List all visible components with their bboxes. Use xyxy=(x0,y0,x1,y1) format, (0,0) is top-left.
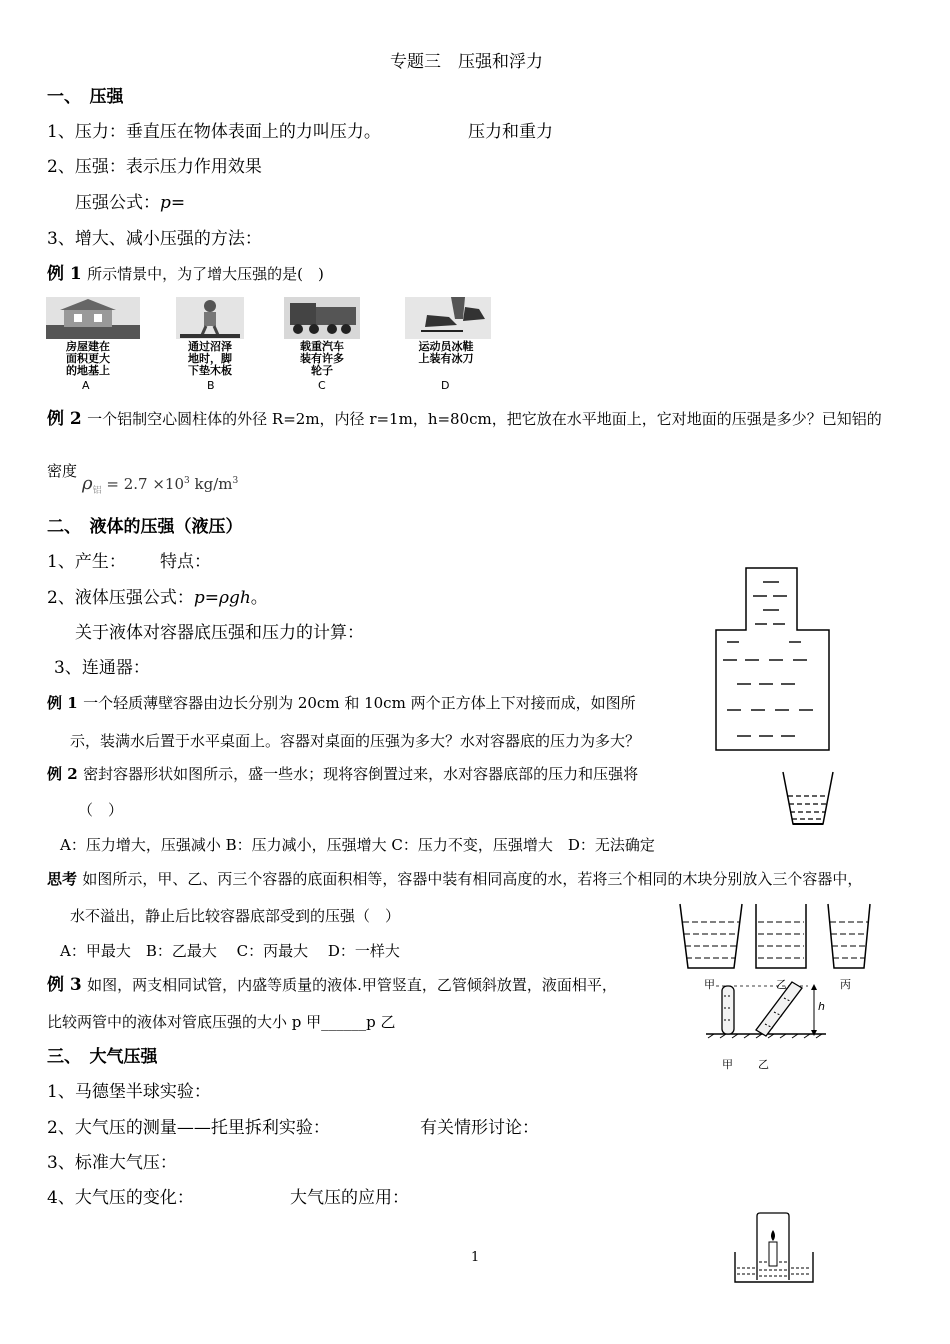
pressure-meaning: 2、压强：表示压力作用效果 xyxy=(47,157,262,177)
s2-example-2-options: A：压力增大，压强减小 B：压力减小，压强增大 C：压力不变，压强增大 D：无法确定 xyxy=(60,836,655,854)
pressure-vs-gravity: 压力和重力 xyxy=(468,122,553,142)
magdeburg-experiment: 1、马德堡半球实验： xyxy=(47,1082,211,1102)
container-bing-label: 丙 xyxy=(840,978,851,991)
liquid-calculation-note: 关于液体对容器底压强和压力的计算： xyxy=(75,623,364,643)
skate-blade-icon xyxy=(405,297,491,339)
option-c-letter: C xyxy=(318,379,326,392)
liquid-pressure-origin: 1、产生： xyxy=(47,552,126,572)
truck-wheels-icon xyxy=(284,297,360,339)
house-foundation-icon xyxy=(46,297,140,339)
sealed-container-figure xyxy=(780,770,836,828)
section-2-heading: 二、 液体的压强（液压） xyxy=(47,517,243,537)
three-containers-figure xyxy=(678,902,878,972)
option-b-letter: B xyxy=(207,379,215,392)
pressure-formula: 压强公式：p= xyxy=(75,193,186,213)
document-page: 专题三 压强和浮力 一、 压强 1、压力：垂直压在物体表面上的力叫压力。 压力和重力 2、压强：表示压力作用效果 压强公式：p= 3、增大、减小压强的方法： 例 1 所示情景中，为了增大压强的是( ) 房屋建在 面积更大 的地基上 A 通过沼泽 地时，脚 下垫木板 B 载重汽车 装有许多 轮子 C 运动员冰鞋 上装有冰刀 D 例 2 一个铝制空心圆柱体的外径 R=2m，内径 r=1m，h=80cm，把它放在水平地面上，它对地面的压强是多少？已知铝的 密度 $\rho_铝 = 2.7 \times 10^3$ $kg/m^3$ 二、 液体的压强（液压） 1、产生： 特点： 2、液体压强公式：p=ρgh。 关于液体对容器底压强和压力的计算： 3、连通器： 例 1 一个轻质薄壁容器由边长分别为 20cm 和 10cm 两个正方体上下对接而成，如图所 示，装满水后置于水平桌面上。容器对桌面的压强为多大？水对容器底的压力为多大？ 例 2 密封容器形状如图所示，盛一些水；现将容倒置过来，水对容器底部的压力和压强将 （ ） A：压力增大，压强减小 B：压力减小，压强增大 C：压力不变，压强增大 D：无法确定 思考 如图所示，甲、乙、丙三个容器的底面积相等，容器中装有相同高度的水，若将三个相同的木块分别放入三个容器中， 水不溢出，静止后比较容器底部受到的压强（ ） A：甲最大 B：乙最大 C：丙最大 D：一样大 例 3 如图，两支相同试管，内盛等质量的液体.甲管竖直，乙管倾斜放置，液面相平， 比较两管中的液体对管底压强的大小 p 甲______p 乙 甲 乙 丙 h 甲 乙 三、 大气压强 1、马德堡半球实验： 2、大气压的测量——托里拆利实验： 有关情形讨论： 3、标准大气压： 4、大气压的变化： 大气压的应用： 1 xyxy=(0,0,950,1344)
option-a-letter: A xyxy=(82,379,90,392)
standard-pressure: 3、标准大气压： xyxy=(47,1153,177,1173)
liquid-pressure-features: 特点： xyxy=(160,552,211,572)
torricelli-experiment: 2、大气压的测量——托里拆利实验： xyxy=(47,1118,330,1138)
density-label: 密度 xyxy=(47,462,78,480)
think-question: 思考 如图所示，甲、乙、丙三个容器的底面积相等，容器中装有相同高度的水，若将三个相同的木块分别放入三个容器中， xyxy=(47,870,863,888)
density-formula: $\rho_铝 = 2.7 \times 10^3$ $kg/m^3$ xyxy=(82,473,239,496)
height-h-label: h xyxy=(818,1000,825,1013)
tube-yi-label: 乙 xyxy=(758,1058,769,1071)
s2-example-3-cont: 比较两管中的液体对管底压强的大小 p 甲______p 乙 xyxy=(47,1013,396,1031)
pressure-applications: 大气压的应用： xyxy=(290,1188,409,1208)
liquid-pressure-formula: 2、液体压强公式：p=ρgh。 xyxy=(47,588,268,608)
tube-jia-label: 甲 xyxy=(722,1058,733,1071)
s2-example-1: 例 1 一个轻质薄壁容器由边长分别为 20cm 和 10cm 两个正方体上下对接而成，如图所 xyxy=(47,694,636,712)
section-1-heading: 一、 压强 xyxy=(47,87,124,107)
container-jia-label: 甲 xyxy=(704,978,715,991)
s2-example-3: 例 3 如图，两支相同试管，内盛等质量的液体.甲管竖直，乙管倾斜放置，液面相平， xyxy=(47,975,617,995)
related-discussion: 有关情形讨论： xyxy=(420,1118,539,1138)
s1-example-1: 例 1 所示情景中，为了增大压强的是( ) xyxy=(47,264,324,284)
pressure-variation: 4、大气压的变化： xyxy=(47,1188,194,1208)
cube-container-figure xyxy=(713,566,833,756)
think-options: A：甲最大 B：乙最大 C：丙最大 D：一样大 xyxy=(60,942,400,960)
page-number: 1 xyxy=(471,1250,480,1265)
connected-vessels: 3、连通器： xyxy=(54,658,150,678)
s1-example-2: 例 2 一个铝制空心圆柱体的外径 R=2m，内径 r=1m，h=80cm，把它放在水平地面上，它对地面的压强是多少？已知铝的 xyxy=(47,409,882,429)
think-question-cont: 水不溢出，静止后比较容器底部受到的压强（ ） xyxy=(70,907,401,925)
pressure-definition: 1、压力：垂直压在物体表面上的力叫压力。 xyxy=(47,122,381,142)
person-on-board-icon xyxy=(176,297,244,339)
option-d-letter: D xyxy=(441,379,450,392)
page-title: 专题三 压强和浮力 xyxy=(390,52,543,72)
test-tubes-figure xyxy=(704,980,834,1040)
pressure-methods: 3、增大、减小压强的方法： xyxy=(47,229,262,249)
s2-example-1-cont: 示，装满水后置于水平桌面上。容器对桌面的压强为多大？水对容器底的压力为多大？ xyxy=(70,732,641,750)
container-yi-label: 乙 xyxy=(776,978,787,991)
section-3-heading: 三、 大气压强 xyxy=(47,1047,158,1067)
s2-example-2-blank: （ ） xyxy=(78,801,124,819)
s2-example-2: 例 2 密封容器形状如图所示，盛一些水；现将容倒置过来，水对容器底部的压力和压强将 xyxy=(47,765,639,783)
candle-jar-figure xyxy=(733,1212,817,1286)
